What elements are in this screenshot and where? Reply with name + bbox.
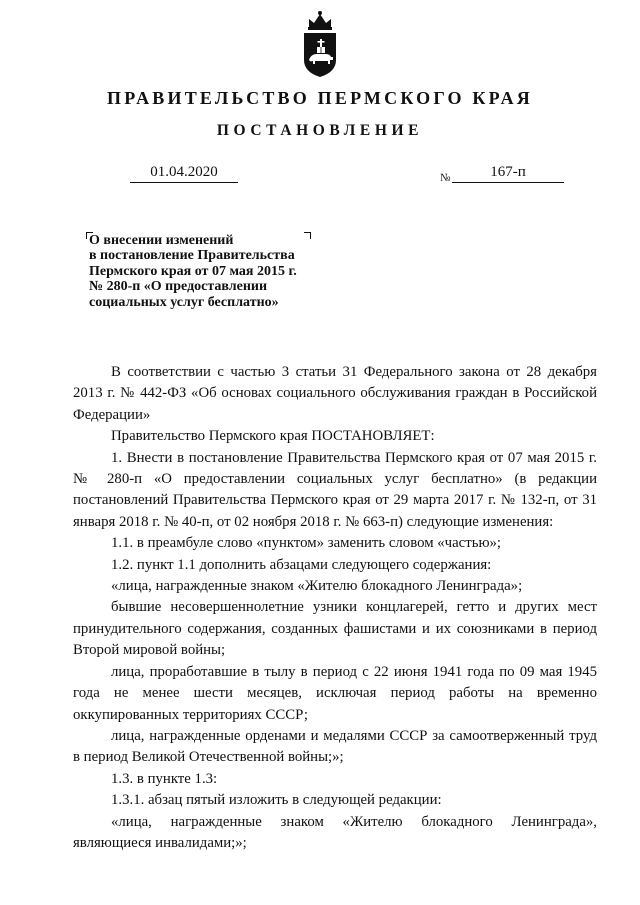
document-subject bbox=[89, 233, 329, 310]
body-paragraph: «лица, награжденные знаком «Жителю блокадного Ленинграда»; bbox=[111, 578, 523, 595]
body-paragraph: лица, проработавшие в тылу в период с 22 июня 1941 года по 09 мая 1945 года не менее шести месяцев, исключая период работы на временно оккупированных территориях СССР; bbox=[73, 663, 597, 723]
subject-line: Пермского края от 07 мая 2015 г. bbox=[89, 263, 297, 279]
body-paragraph: «лица, награжденные знаком «Жителю блокадного Ленинграда», являющиеся инвалидами;»; bbox=[73, 813, 597, 851]
body-paragraph: 1. Внести в постановление Правительства Пермского края от 07 мая 2015 г. № 280-п «О предоставлении социальных услуг бесплатно» (в редакции постановлений Правительства Пермского края от 29 марта 2017 г. № 132-п, от 31 января 2018 г. № 40-п, от 02 ноября 2018 г. № 663-п) следующие изменения: bbox=[73, 449, 597, 530]
document-body bbox=[73, 362, 597, 854]
body-paragraph: лица, награжденные орденами и медалями СССР за самоотверженный труд в период Великой Отечественной войны;»; bbox=[73, 727, 597, 766]
body-paragraph: Правительство Пермского края ПОСТАНОВЛЯЕТ: bbox=[111, 428, 435, 445]
subject-line: социальных услуг бесплатно» bbox=[89, 294, 279, 310]
body-paragraph: В соответствии с частью 3 статьи 31 Федерального закона от 28 декабря 2013 г. № 442-ФЗ «Об основах социального обслуживания граждан в Российской Федерации» bbox=[73, 364, 597, 423]
government-title: ПРАВИТЕЛЬСТВО ПЕРМСКОГО КРАЯ bbox=[107, 88, 533, 108]
subject-line: № 280-п «О предоставлении bbox=[89, 279, 268, 295]
body-paragraph: 1.3.1. абзац пятый изложить в следующей редакции: bbox=[111, 792, 442, 809]
body-paragraph: 1.1. в преамбуле слово «пунктом» заменить словом «частью»; bbox=[111, 535, 502, 552]
body-paragraph: 1.3. в пункте 1.3: bbox=[111, 770, 218, 787]
body-paragraph: бывшие несовершеннолетние узники концлагерей, гетто и других мест принудительного содержания, созданных фашистами и их союзниками в период Второй мировой войны; bbox=[73, 599, 597, 659]
coat-of-arms-emblem bbox=[300, 10, 340, 78]
document-number: 167-п bbox=[452, 164, 564, 183]
subject-line: в постановление Правительства bbox=[89, 248, 295, 264]
document-date: 01.04.2020 bbox=[130, 164, 238, 183]
number-sign: № bbox=[440, 172, 451, 184]
document-type: ПОСТАНОВЛЕНИЕ bbox=[216, 122, 424, 139]
body-paragraph: 1.2. пункт 1.1 дополнить абзацами следующего содержания: bbox=[111, 556, 492, 573]
subject-line: О внесении изменений bbox=[89, 233, 234, 248]
